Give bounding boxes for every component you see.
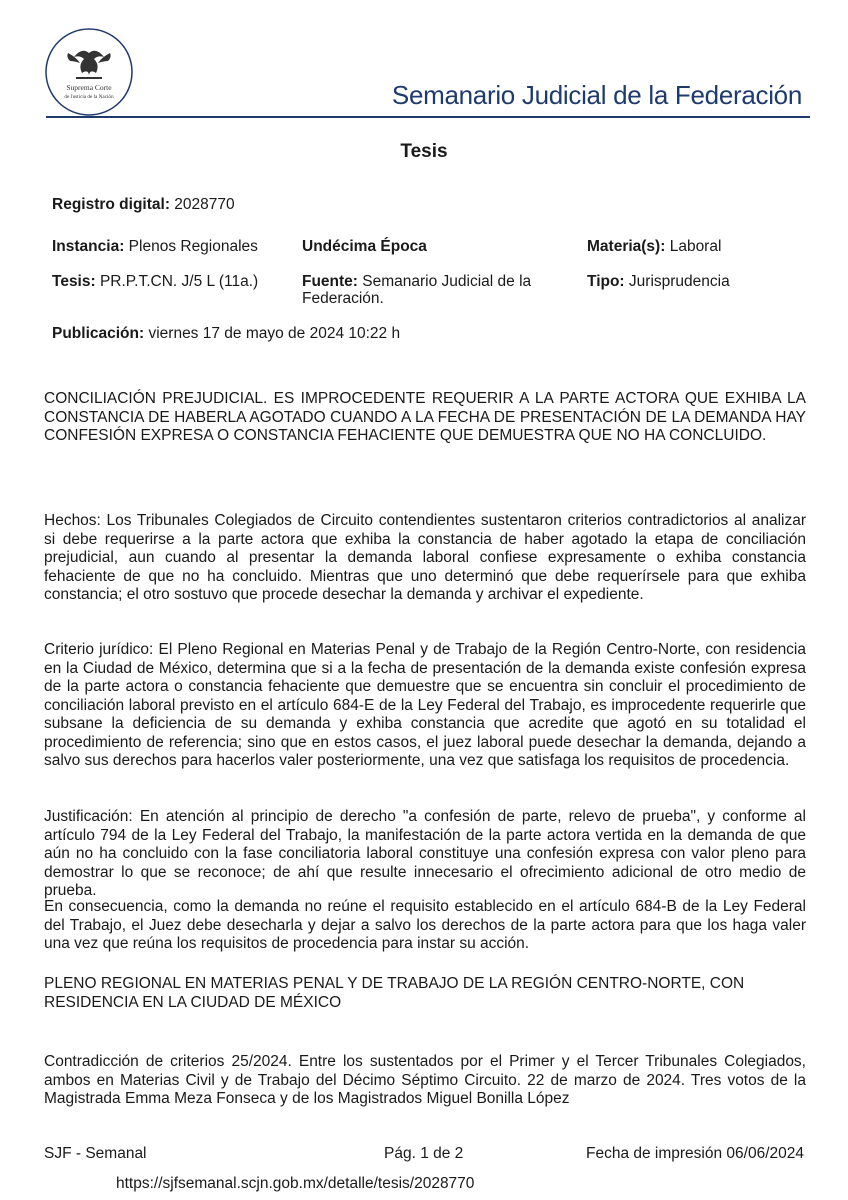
page-number: Pág. 1 de 2 bbox=[384, 1145, 464, 1162]
thesis-title: CONCILIACIÓN PREJUDICIAL. ES IMPROCEDENTE REQUERIR A LA PARTE ACTORA QUE EXHIBA LA CONSTANCIA DE HABERLA AGOTADO CUANDO A LA FECHA DE PRESENTACIÓN DE LA DEMANDA HAY CONFESIÓN EXPRESA O CONSTANCIA FEHACIENTE QUE DEMUESTRA QUE NO HA CONCLUIDO. bbox=[44, 390, 806, 444]
site-title: Semanario Judicial de la Federación bbox=[391, 80, 802, 110]
tesis-id: Tesis: PR.P.T.CN. J/5 L (11a.) bbox=[52, 273, 259, 290]
justificacion-paragraph: Justificación: En atención al principio de derecho "a confesión de parte, relevo de prueba", y conforme al artículo 794 de la Ley Federal del Trabajo, la manifestación de la parte actora vertida en la demanda de que aún no ha concluido con la fase conciliatoria laboral constituye una confesión expresa con valor pleno para demostrar lo que se reconoce; de ahí que resulte innecesario el ofrecimiento adicional de otro medio de prueba. bbox=[44, 808, 806, 899]
hechos-paragraph: Hechos: Los Tribunales Colegiados de Circuito contendientes sustentaron criterios contradictorios al analizar si debe requerirse a la parte actora que exhiba la constancia de haber agotado la etapa de conciliación prejudicial, aun cuando al presentar la demanda laboral confiese expresamente o exhiba constancia fehaciente de que no ha concluido. Mientras que uno determinó que debe requerírsele para que exhiba constancia; el otro sostuvo que procede desechar la demanda y archivar el expediente. bbox=[44, 512, 806, 603]
print-date: Fecha de impresión 06/06/2024 bbox=[585, 1145, 804, 1162]
consecuencia-paragraph: En consecuencia, como la demanda no reúne el requisito establecido en el artículo 684-B de la Ley Federal del Trabajo, el Juez debe desecharla y dejar a salvo los derechos de la parte actora para que los haga valer una vez que reúna los requisitos de procedencia para instar su acción. bbox=[44, 898, 806, 952]
tipo: Tipo: Jurisprudencia bbox=[587, 273, 730, 290]
materia: Materia(s): Laboral bbox=[587, 238, 722, 255]
doc-type-heading: Tesis bbox=[400, 141, 448, 162]
fuente: Fuente: Semanario Judicial de la Federación. bbox=[302, 273, 532, 307]
scjn-seal-icon bbox=[44, 27, 134, 117]
scjn-logo bbox=[44, 27, 134, 117]
contradiccion-paragraph: Contradicción de criterios 25/2024. Entre los sustentados por el Primer y el Tercer Tribunales Colegiados, ambos en Materias Civil y de Trabajo del Décimo Séptimo Circuito. 22 de marzo de 2024. Tres votos de la Magistrada Emma Meza Fonseca y de los Magistrados Miguel Bonilla López bbox=[44, 1053, 806, 1107]
source-url[interactable]: https://sjfsemanal.scjn.gob.mx/detalle/tesis/2028770 bbox=[116, 1175, 475, 1192]
instancia: Instancia: Plenos Regionales bbox=[52, 238, 258, 255]
criterio-paragraph: Criterio jurídico: El Pleno Regional en Materias Penal y de Trabajo de la Región Centro-Norte, con residencia en la Ciudad de México, determina que si a la fecha de presentación de la demanda existe confesión expresa de la parte actora o constancia fehaciente que demuestre que se encuentra sin concluir el procedimiento de conciliación laboral previsto en el artículo 684-E de la Ley Federal del Trabajo, es improcedente requerirle que subsane la deficiencia de su demanda y exhiba constancia que acredite que agotó en su totalidad el procedimiento de referencia; sino que en estos casos, el juez laboral puede desechar la demanda, dejando a salvo sus derechos para hacerlos valer posteriormente, una vez que satisfaga los requisitos de procedencia. bbox=[44, 641, 806, 769]
registro-digital: Registro digital: 2028770 bbox=[52, 196, 235, 213]
footer-left: SJF - Semanal bbox=[44, 1145, 147, 1162]
organo-emisor: PLENO REGIONAL EN MATERIAS PENAL Y DE TRABAJO DE LA REGIÓN CENTRO-NORTE, CON RESIDENCIA EN LA CIUDAD DE MÉXICO bbox=[44, 975, 745, 1011]
epoca: Undécima Época bbox=[302, 238, 427, 255]
svg-text:de Justicia de la Nación: de Justicia de la Nación bbox=[64, 94, 114, 100]
header-divider bbox=[46, 116, 810, 118]
svg-text:Suprema Corte: Suprema Corte bbox=[66, 83, 112, 92]
publicacion: Publicación: viernes 17 de mayo de 2024 10:22 h bbox=[52, 325, 401, 342]
